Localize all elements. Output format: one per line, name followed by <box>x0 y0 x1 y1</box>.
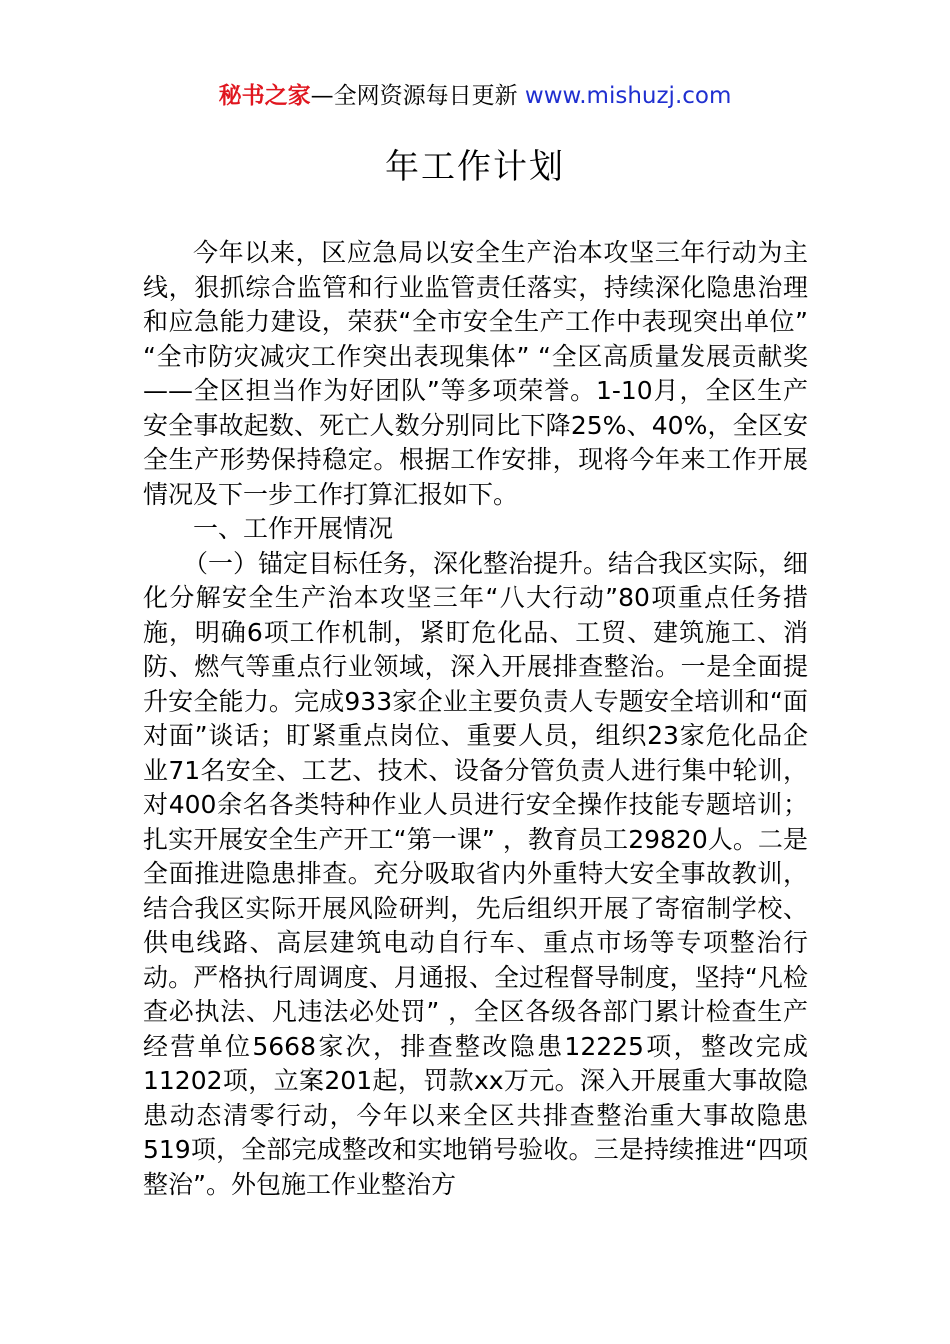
document-body <box>143 236 808 1202</box>
section-one-heading: 一、工作开展情况 <box>193 514 394 543</box>
section-one-paragraph: （一）锚定目标任务，深化整治提升。结合我区实际，细化分解安全生产治本攻坚三年“八大行动”80项重点任务措施，明确6项工作机制，紧盯危化品、工贸、建筑施工、消防、燃气等重点行业领域，深入开展排查整治。一是全面提升安全能力。完成933家企业主要负责人专题安全培训和“面对面”谈话；盯紧重点岗位、重要人员，组织23家危化品企业71名安全、工艺、技术、设备分管负责人进行集中轮训，对400余名各类特种作业人员进行安全操作技能专题培训；扎实开展安全生产开工“第一课” ，教育员工29820人。二是全面推进隐患排查。充分吸取省内外重特大安全事故教训，结合我区实际开展风险研判，先后组织开展了寄宿制学校、供电线路、高层建筑电动自行车、重点市场等专项整治行动。严格执行周调度、月通报、全过程督导制度，坚持“凡检查必执法、凡违法必处罚” ，全区各级各部门累计检查生产经营单位5668家次，排查整改隐患12225项，整改完成11202项，立案201起，罚款xx万元。深入开展重大事故隐患动态清零行动，今年以来全区共排查整治重大事故隐患519项，全部完成整改和实地销号验收。三是持续推进“四项整治”。外包施工作业整治方 <box>143 548 809 1199</box>
site-tagline: —全网资源每日更新 <box>310 83 525 109</box>
document-title: 年工作计划 <box>385 147 565 187</box>
site-brand: 秘书之家 <box>218 83 311 109</box>
intro-paragraph: 今年以来，区应急局以安全生产治本攻坚三年行动为主线，狠抓综合监管和行业监管责任落实，持续深化隐患治理和应急能力建设，荣获“全市安全生产工作中表现突出单位” “全市防灾减灾工作突出表现集体” “全区高质量发展贡献奖——全区担当作为好团队”等多项荣誉。1-10月，全区生产安全事故起数、死亡人数分别同比下降25%、40%，全区安全生产形势保持稳定。根据工作安排，现将今年来工作开展情况及下一步工作打算汇报如下。 <box>143 238 808 509</box>
site-url-link[interactable]: www.mishuzj.com <box>524 83 732 109</box>
site-banner <box>0 80 950 112</box>
